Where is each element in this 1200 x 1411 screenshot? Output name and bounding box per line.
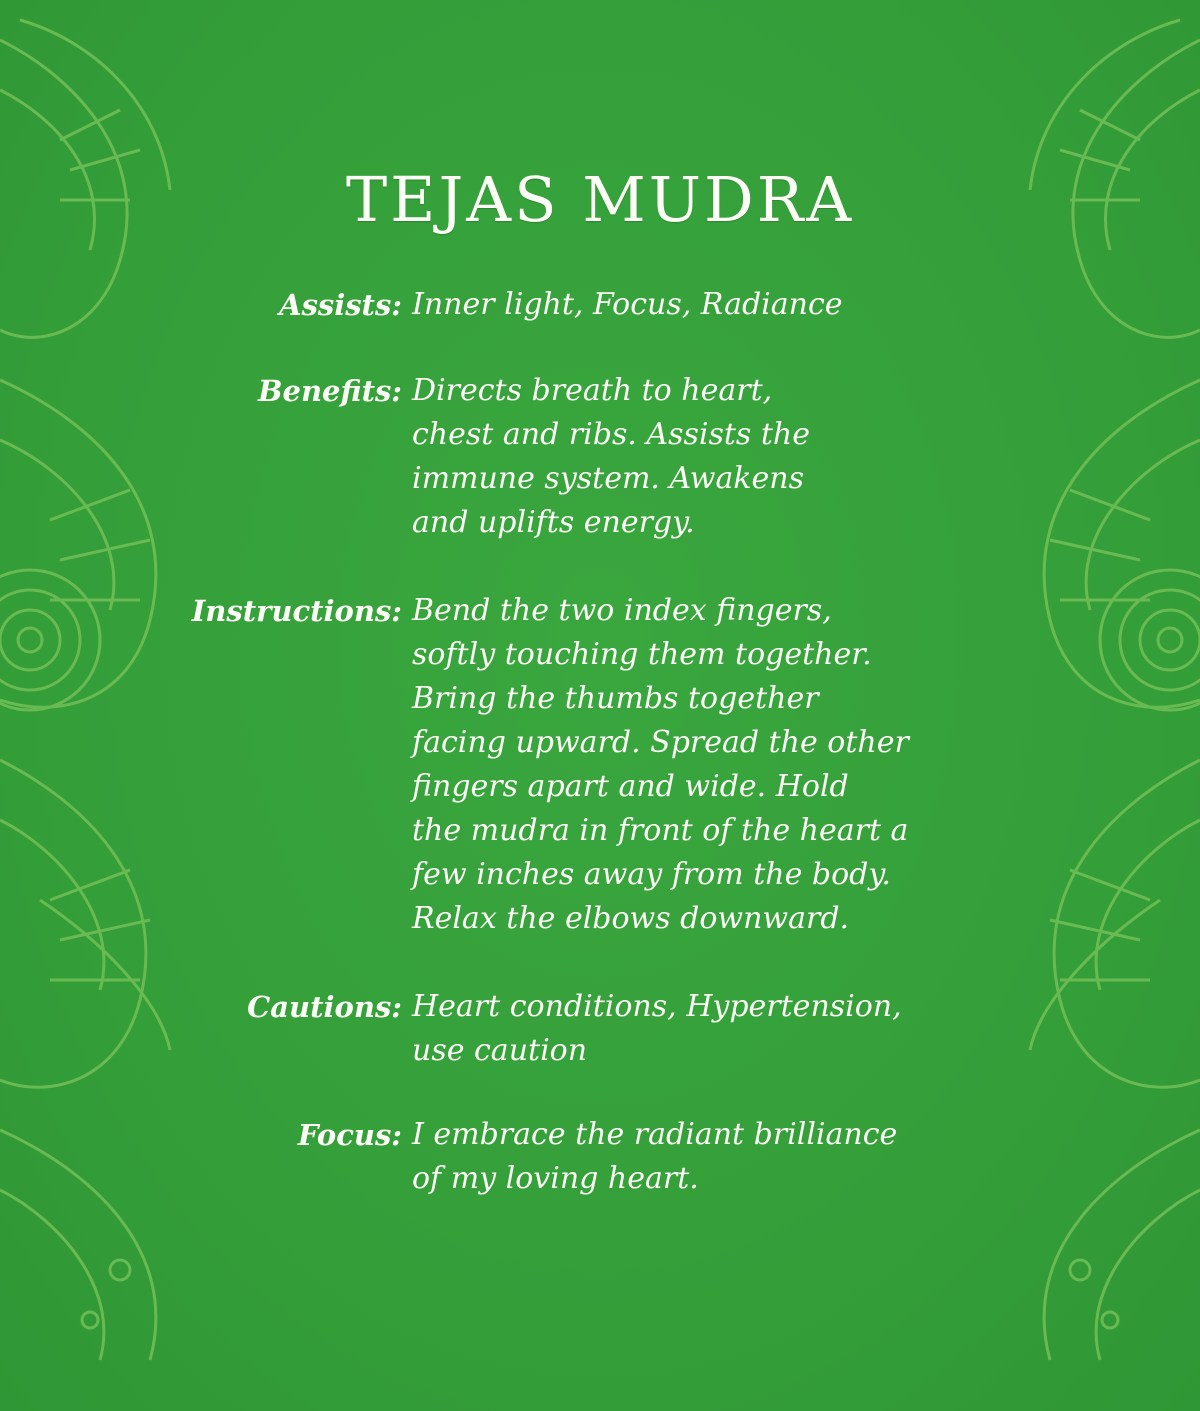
entry-benefits [0, 369, 1200, 545]
text-line: I embrace the radiant brilliance [412, 1117, 898, 1152]
text-line: Relax the elbows downward. [412, 901, 850, 936]
entry-cautions [0, 985, 1200, 1073]
text-line: Bend the two index fingers, [412, 593, 832, 628]
assists-label: Assists: [279, 288, 402, 322]
text-line: the mudra in front of the heart a [412, 813, 909, 848]
text-line: use caution [412, 1033, 588, 1068]
cautions-text [412, 985, 1012, 1073]
entry-instructions [0, 589, 1200, 941]
focus-text [412, 1113, 1012, 1201]
benefits-label: Benefits: [257, 374, 402, 408]
text-line: immune system. Awakens [412, 461, 805, 496]
card-title: TEJAS MUDRA [345, 163, 855, 236]
entry-assists [0, 283, 1200, 327]
text-line: chest and ribs. Assists the [412, 417, 810, 452]
assists-text [412, 283, 1012, 327]
focus-label: Focus: [297, 1118, 402, 1152]
text-line: Inner light, Focus, Radiance [412, 287, 843, 322]
text-line: Heart conditions, Hypertension, [412, 989, 902, 1024]
benefits-text [412, 369, 1012, 545]
entries-list [0, 283, 1200, 1201]
instructions-label: Instructions: [191, 594, 402, 628]
text-line: of my loving heart. [412, 1161, 699, 1196]
cautions-label: Cautions: [247, 990, 402, 1024]
text-line: Directs breath to heart, [412, 373, 773, 408]
text-line: few inches away from the body. [412, 857, 891, 892]
instructions-text [412, 589, 1012, 941]
text-line: facing upward. Spread the other [412, 725, 909, 760]
text-line: softly touching them together. [412, 637, 872, 672]
text-line: and uplifts energy. [412, 505, 695, 540]
text-line: fingers apart and wide. Hold [412, 769, 849, 804]
entry-focus [0, 1113, 1200, 1201]
text-line: Bring the thumbs together [412, 681, 819, 716]
